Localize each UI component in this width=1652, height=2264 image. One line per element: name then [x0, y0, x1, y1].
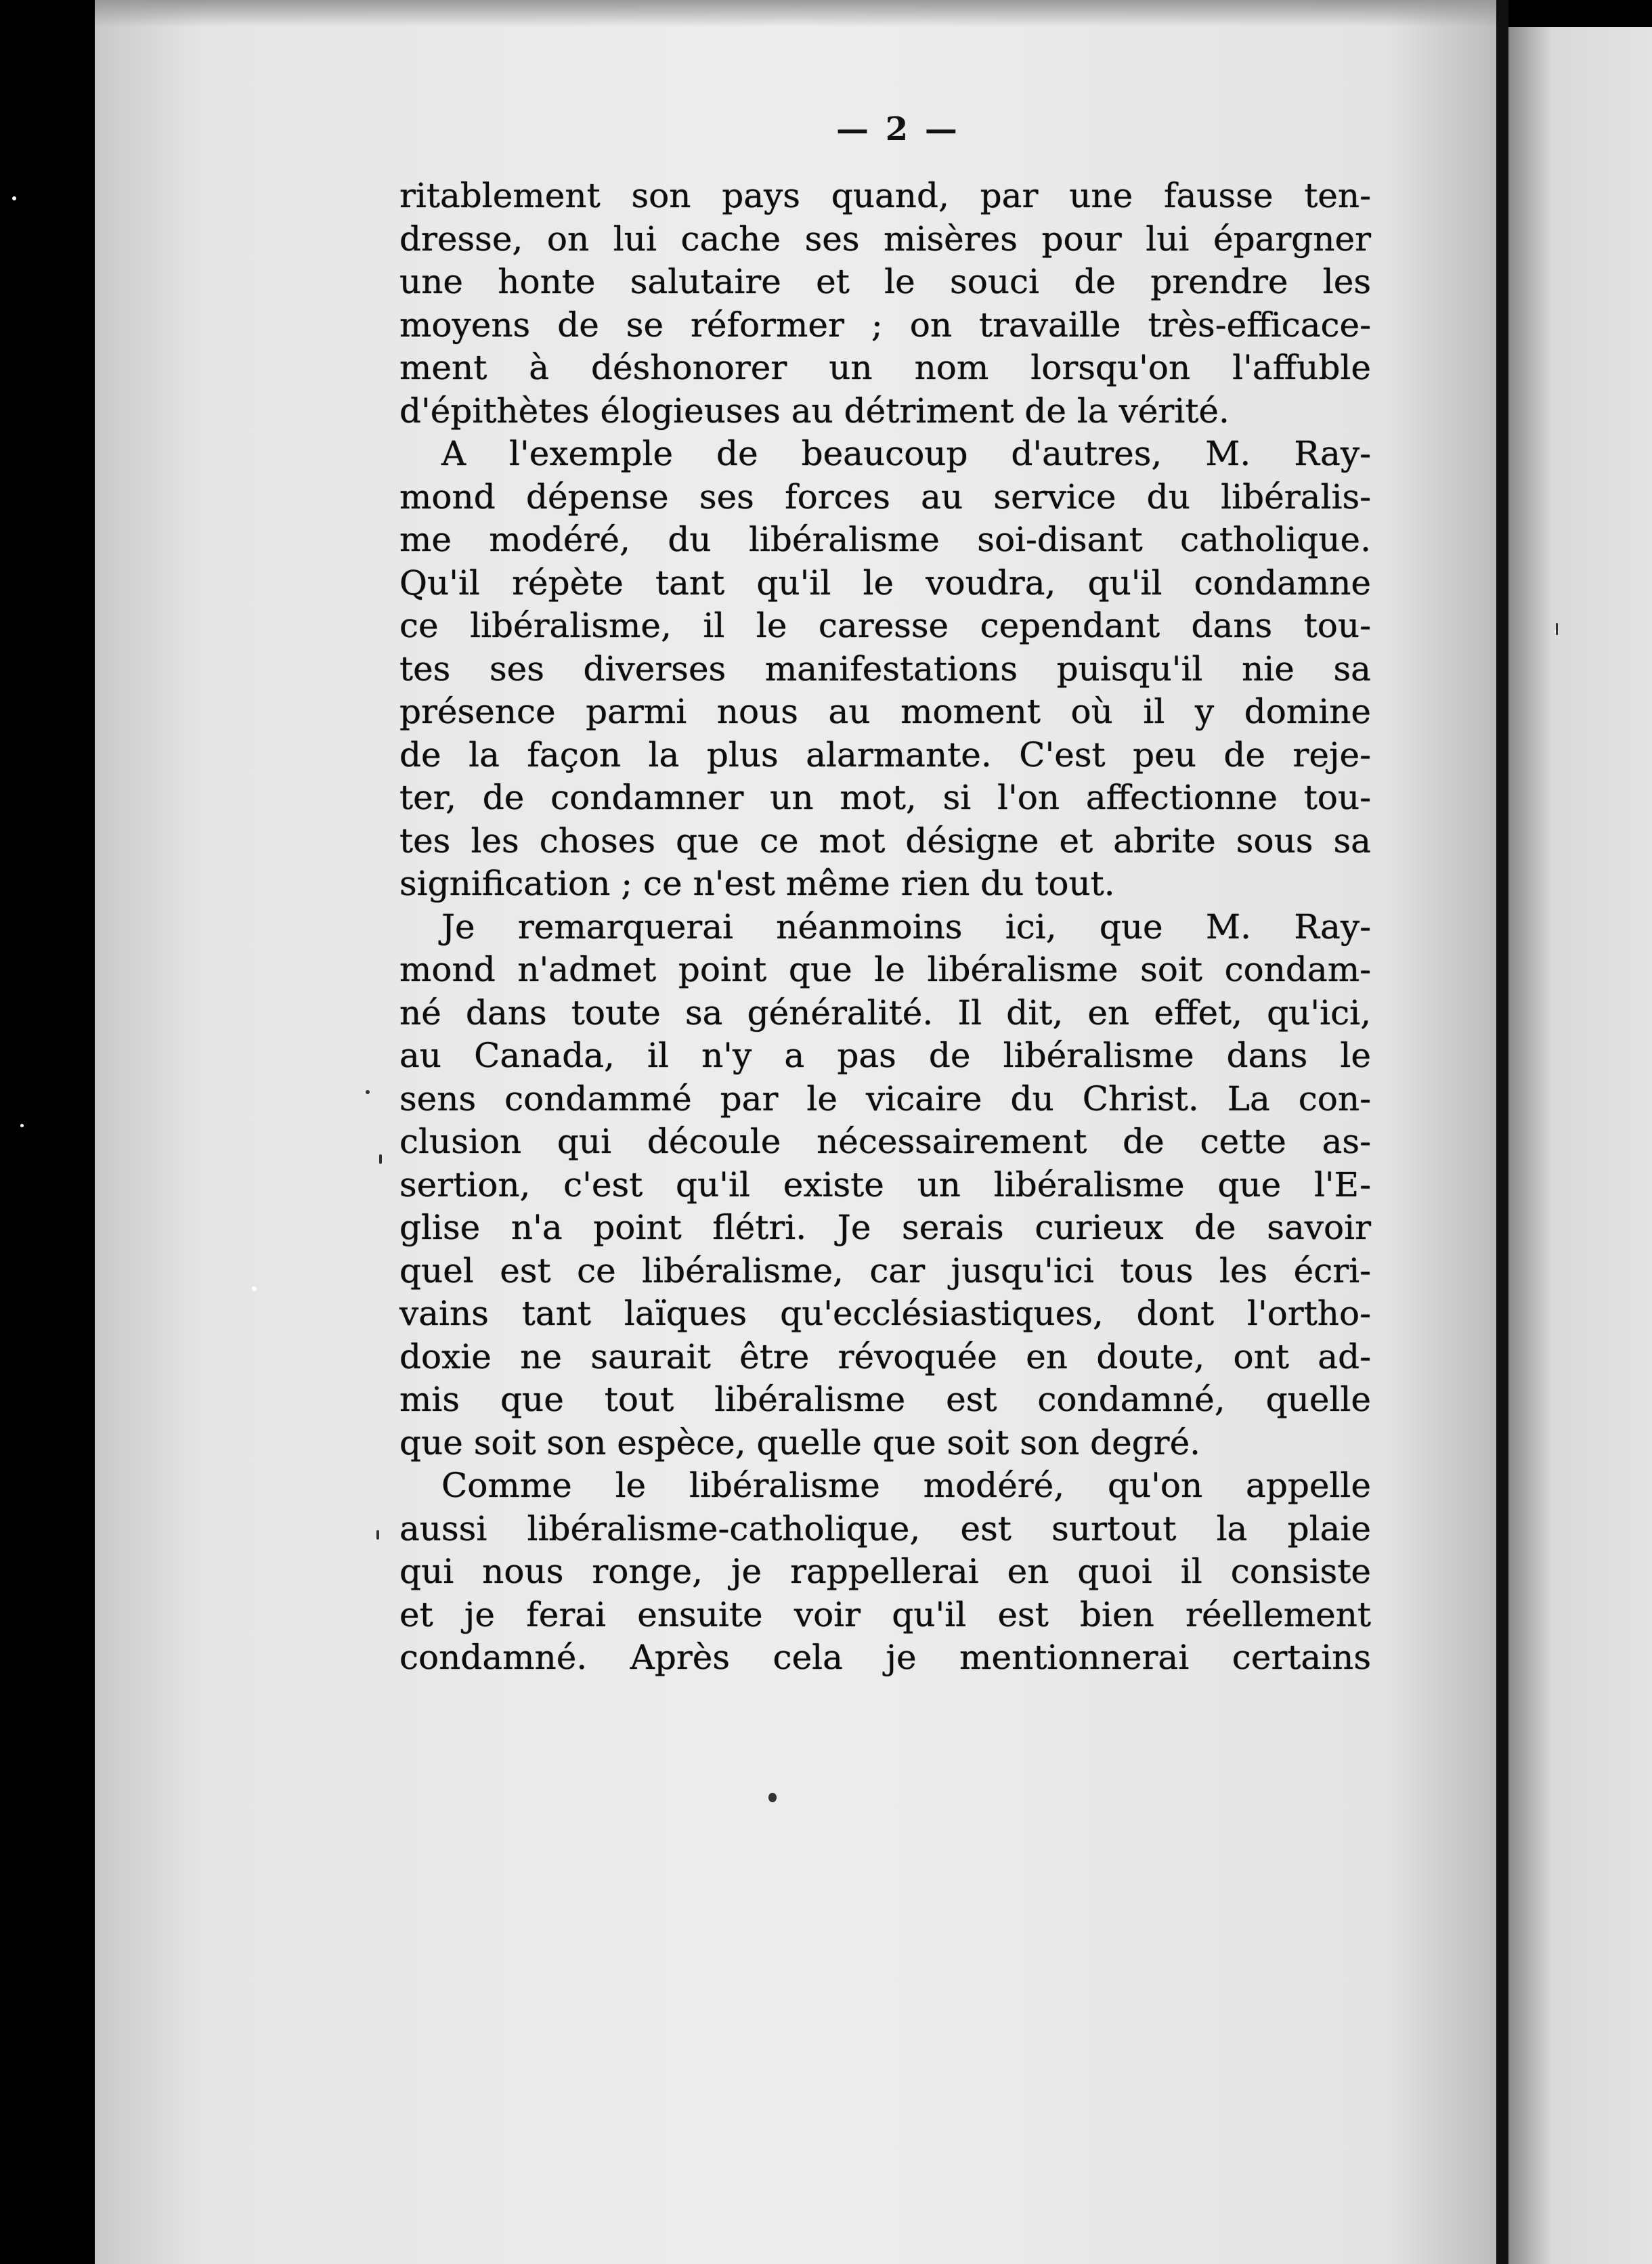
- text-line: mis que tout libéralisme est condamné, quelle: [399, 1380, 1371, 1419]
- text-line: sens condammé par le vicaire du Christ. La con-: [399, 1079, 1371, 1118]
- ink-speck: [1556, 623, 1558, 635]
- scan-speck: [252, 1286, 257, 1291]
- ink-speck: [366, 1090, 370, 1094]
- text-line: mond dépense ses forces au service du libéralis-: [399, 477, 1371, 517]
- text-line: quel est ce libéralisme, car jusqu'ici tous les écri-: [399, 1250, 1371, 1290]
- text-line: mond n'admet point que le libéralisme soit condam-: [399, 950, 1371, 989]
- body-text: [399, 175, 1371, 1680]
- text-line: clusion qui découle nécessairement de cette as-: [399, 1122, 1371, 1161]
- text-line: né dans toute sa généralité. Il dit, en effet, qu'ici,: [399, 993, 1371, 1032]
- text-line: au Canada, il n'y a pas de libéralisme dans le: [399, 1036, 1371, 1075]
- text-line: condamné. Après cela je mentionnerai certains: [399, 1638, 1371, 1677]
- text-line: ment à déshonorer un nom lorsqu'on l'affuble: [399, 348, 1371, 387]
- text-line: Qu'il répète tant qu'il le voudra, qu'il condamne: [399, 563, 1371, 603]
- ink-speck: [379, 1154, 382, 1164]
- text-line: sertion, c'est qu'il existe un libéralisme que l'E-: [399, 1164, 1371, 1204]
- text-line: tes ses diverses manifestations puisqu'il nie sa: [399, 649, 1371, 689]
- text-line: ce libéralisme, il le caresse cependant dans tou-: [399, 606, 1371, 645]
- text-line: doxie ne saurait être révoquée en doute, ont ad-: [399, 1336, 1371, 1376]
- text-line: aussi libéralisme-catholique, est surtout la plaie: [399, 1508, 1371, 1548]
- text-line: Comme le libéralisme modéré, qu'on appelle: [441, 1466, 1371, 1505]
- text-line: que soit son espèce, quelle que soit son degré.: [399, 1422, 1201, 1462]
- adjacent-page-edge: [1508, 27, 1652, 2264]
- scan-speck: [20, 1124, 24, 1127]
- text-line: présence parmi nous au moment où il y domine: [399, 692, 1371, 731]
- page-number: — 2 —: [836, 110, 960, 148]
- text-line: ter, de condamner un mot, si l'on affectionne tou-: [399, 778, 1371, 817]
- text-line: et je ferai ensuite voir qu'il est bien réellement: [399, 1594, 1371, 1634]
- top-shadow: [95, 0, 1496, 27]
- text-line: de la façon la plus alarmante. C'est peu de reje-: [399, 735, 1371, 775]
- ink-blot: [768, 1793, 777, 1802]
- text-line: une honte salutaire et le souci de prendre les: [399, 262, 1371, 301]
- text-line: qui nous ronge, je rappellerai en quoi il consiste: [399, 1552, 1371, 1591]
- page-gutter: [1496, 0, 1508, 2264]
- text-line: glise n'a point flétri. Je serais curieux de savoir: [399, 1208, 1371, 1247]
- scan-speck: [12, 196, 16, 200]
- text-line: d'épithètes élogieuses au détriment de la vérité.: [399, 391, 1230, 431]
- text-line: A l'exemple de beaucoup d'autres, M. Ray-: [441, 434, 1371, 473]
- text-line: moyens de se réformer ; on travaille très-efficace-: [399, 305, 1371, 345]
- text-line: signification ; ce n'est même rien du tout.: [399, 864, 1115, 903]
- text-line: dresse, on lui cache ses misères pour lui épargner: [399, 219, 1371, 259]
- text-line: ritablement son pays quand, par une fausse ten-: [399, 176, 1371, 215]
- text-line: Je remarquerai néanmoins ici, que M. Ray-: [441, 907, 1371, 946]
- text-line: tes les choses que ce mot désigne et abrite sous sa: [399, 821, 1371, 861]
- text-line: vains tant laïques qu'ecclésiastiques, dont l'ortho-: [399, 1294, 1371, 1333]
- ink-speck: [376, 1530, 379, 1540]
- text-line: me modéré, du libéralisme soi-disant catholique.: [399, 520, 1371, 559]
